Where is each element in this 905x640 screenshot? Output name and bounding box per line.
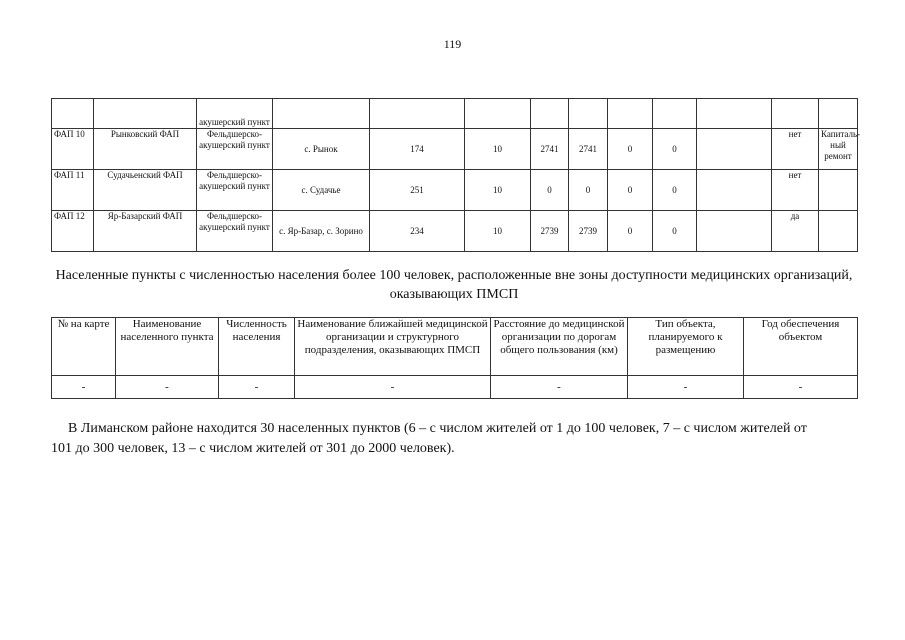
cell-note: Капиталь-ный ремонт [819, 129, 858, 170]
cell-distance: 10 [465, 211, 531, 252]
cell-value: 2741 [569, 129, 608, 170]
page-number: 119 [443, 37, 462, 51]
cell-status: нет [772, 170, 819, 211]
cell-value: 2739 [569, 211, 608, 252]
table-cell: - [219, 376, 295, 399]
summary-line-1: В Лиманском районе находится 30 населенных пунктов (6 – с числом жителей от 1 до 100 человек, 7 – с числом жителей от [68, 421, 807, 436]
cell-location: с. Судачье [273, 170, 370, 211]
cell-value: 2741 [531, 129, 569, 170]
cell-distance: 10 [465, 170, 531, 211]
cell-population: 234 [370, 211, 465, 252]
cell-code: ФАП 11 [52, 170, 94, 211]
cell-value: 0 [531, 170, 569, 211]
table-header-row [52, 318, 858, 376]
table-cell: - [116, 376, 219, 399]
cell-location: с. Яр-Базар, с. Зорино [273, 211, 370, 252]
cell-type: Фельдшерско-акушерский пункт [197, 211, 273, 252]
cell-note [819, 170, 858, 211]
table-cell: - [52, 376, 116, 399]
table-cell: - [295, 376, 491, 399]
cell-name: Судачьенский ФАП [94, 170, 197, 211]
cell-type: Фельдшерско-акушерский пункт [197, 129, 273, 170]
column-header: Расстояние до медицинской организации по дорогам общего пользования (км) [491, 318, 628, 376]
cell-status: нет [772, 129, 819, 170]
cell-name: Рынковский ФАП [94, 129, 197, 170]
cell-value: 0 [608, 170, 653, 211]
cell-population: 251 [370, 170, 465, 211]
column-header: Наименование населенного пункта [116, 318, 219, 376]
table-cell: - [491, 376, 628, 399]
cell-code: ФАП 10 [52, 129, 94, 170]
cell-value: 0 [608, 211, 653, 252]
cell-name: Яр-Базарский ФАП [94, 211, 197, 252]
summary-paragraph [51, 419, 863, 459]
section-heading: Населенные пункты с численностью населения более 100 человек, расположенные вне зоны доступности медицинских организаций, оказывающих ПМСП [55, 268, 853, 302]
cell-type: акушерский пункт [197, 99, 273, 129]
column-header: Наименование ближайшей медицинской организации и структурного подразделения, оказывающих ПМСП [295, 318, 491, 376]
cell-type: Фельдшерско-акушерский пункт [197, 170, 273, 211]
cell-status: да [772, 211, 819, 252]
table-row [52, 211, 858, 252]
table-cell: - [628, 376, 744, 399]
cell-population: 174 [370, 129, 465, 170]
table-row [52, 170, 858, 211]
column-header: Численность населения [219, 318, 295, 376]
table-row [52, 129, 858, 170]
cell-note [819, 211, 858, 252]
table-row [52, 376, 858, 399]
column-header: Тип объекта, планируемого к размещению [628, 318, 744, 376]
cell-value: 0 [653, 211, 697, 252]
cell-value: 0 [569, 170, 608, 211]
summary-line-2: 101 до 300 человек, 13 – с числом жителей от 301 до 2000 человек). [51, 441, 455, 456]
cell-value: 0 [653, 129, 697, 170]
settlements-table [51, 317, 858, 399]
cell-value [697, 129, 772, 170]
fap-table [51, 98, 861, 252]
cell-distance: 10 [465, 129, 531, 170]
column-header: № на карте [52, 318, 116, 376]
cell-value [697, 170, 772, 211]
cell-location: с. Рынок [273, 129, 370, 170]
cell-value: 2739 [531, 211, 569, 252]
table-cell: - [744, 376, 858, 399]
column-header: Год обеспечения объектом [744, 318, 858, 376]
cell-value: 0 [608, 129, 653, 170]
cell-code: ФАП 12 [52, 211, 94, 252]
cell-value [697, 211, 772, 252]
cell-value: 0 [653, 170, 697, 211]
table-row [52, 99, 858, 129]
